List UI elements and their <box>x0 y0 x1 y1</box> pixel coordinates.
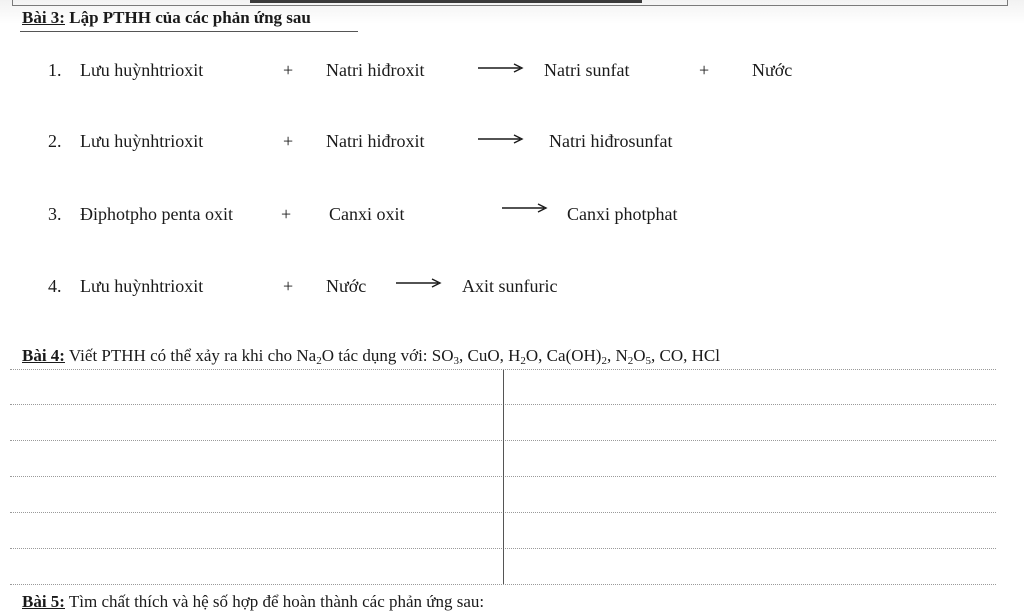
reaction-number: 1. <box>48 60 62 80</box>
product-1: Axit sunfuric <box>462 276 558 296</box>
plus-sign: + <box>699 60 710 80</box>
exercise-3-label: Bài 3: <box>22 8 65 27</box>
exercise-4-heading <box>22 346 720 367</box>
plus-sign: + <box>283 276 294 296</box>
exercise-3-heading <box>22 8 311 28</box>
exercise-5-label: Bài 5: <box>22 592 65 611</box>
product-1: Natri hiđrosunfat <box>549 131 673 151</box>
plus-sign: + <box>283 131 294 151</box>
arrow-icon <box>396 277 442 289</box>
top-dark-bar <box>250 0 642 3</box>
reactant-1: Lưu huỳnhtrioxit <box>80 60 204 80</box>
reactant-2: Natri hiđroxit <box>326 131 425 151</box>
reactant-2: Canxi oxit <box>329 204 405 224</box>
answer-line <box>10 584 996 585</box>
plus-sign: + <box>281 204 292 224</box>
product-1: Canxi photphat <box>567 204 678 224</box>
reaction-number: 2. <box>48 131 62 151</box>
reactant-1: Lưu huỳnhtrioxit <box>80 276 204 296</box>
product-1: Natri sunfat <box>544 60 630 80</box>
heading-underline <box>20 31 358 32</box>
reaction-number: 4. <box>48 276 62 296</box>
reactant-1: Lưu huỳnhtrioxit <box>80 131 204 151</box>
arrow-icon <box>478 133 524 145</box>
exercise-4-text: Viết PTHH có thể xảy ra khi cho $Na_2O$ tác dụng với: $SO_3$, CuO, $H_2O$, $Ca(OH)_2$, $N_2O_5$, CO, HCl <box>64 346 720 367</box>
arrow-icon <box>502 202 548 214</box>
arrow-icon <box>478 62 524 74</box>
exercise-5-heading <box>22 592 484 612</box>
plus-sign: + <box>283 60 294 80</box>
exercise-5-title: Tìm chất thích và hệ số hợp để hoàn thành các phản ứng sau: <box>64 592 485 611</box>
exercise-3-title: Lập PTHH của các phản ứng sau <box>64 8 311 27</box>
reactant-2: Natri hiđroxit <box>326 60 425 80</box>
reaction-number: 3. <box>48 204 62 224</box>
column-divider <box>503 370 504 584</box>
product-2: Nước <box>752 60 793 80</box>
reactant-1: Điphotpho penta oxit <box>80 204 233 224</box>
reactant-2: Nước <box>326 276 367 296</box>
exercise-4-label: Bài 4: <box>22 346 65 365</box>
